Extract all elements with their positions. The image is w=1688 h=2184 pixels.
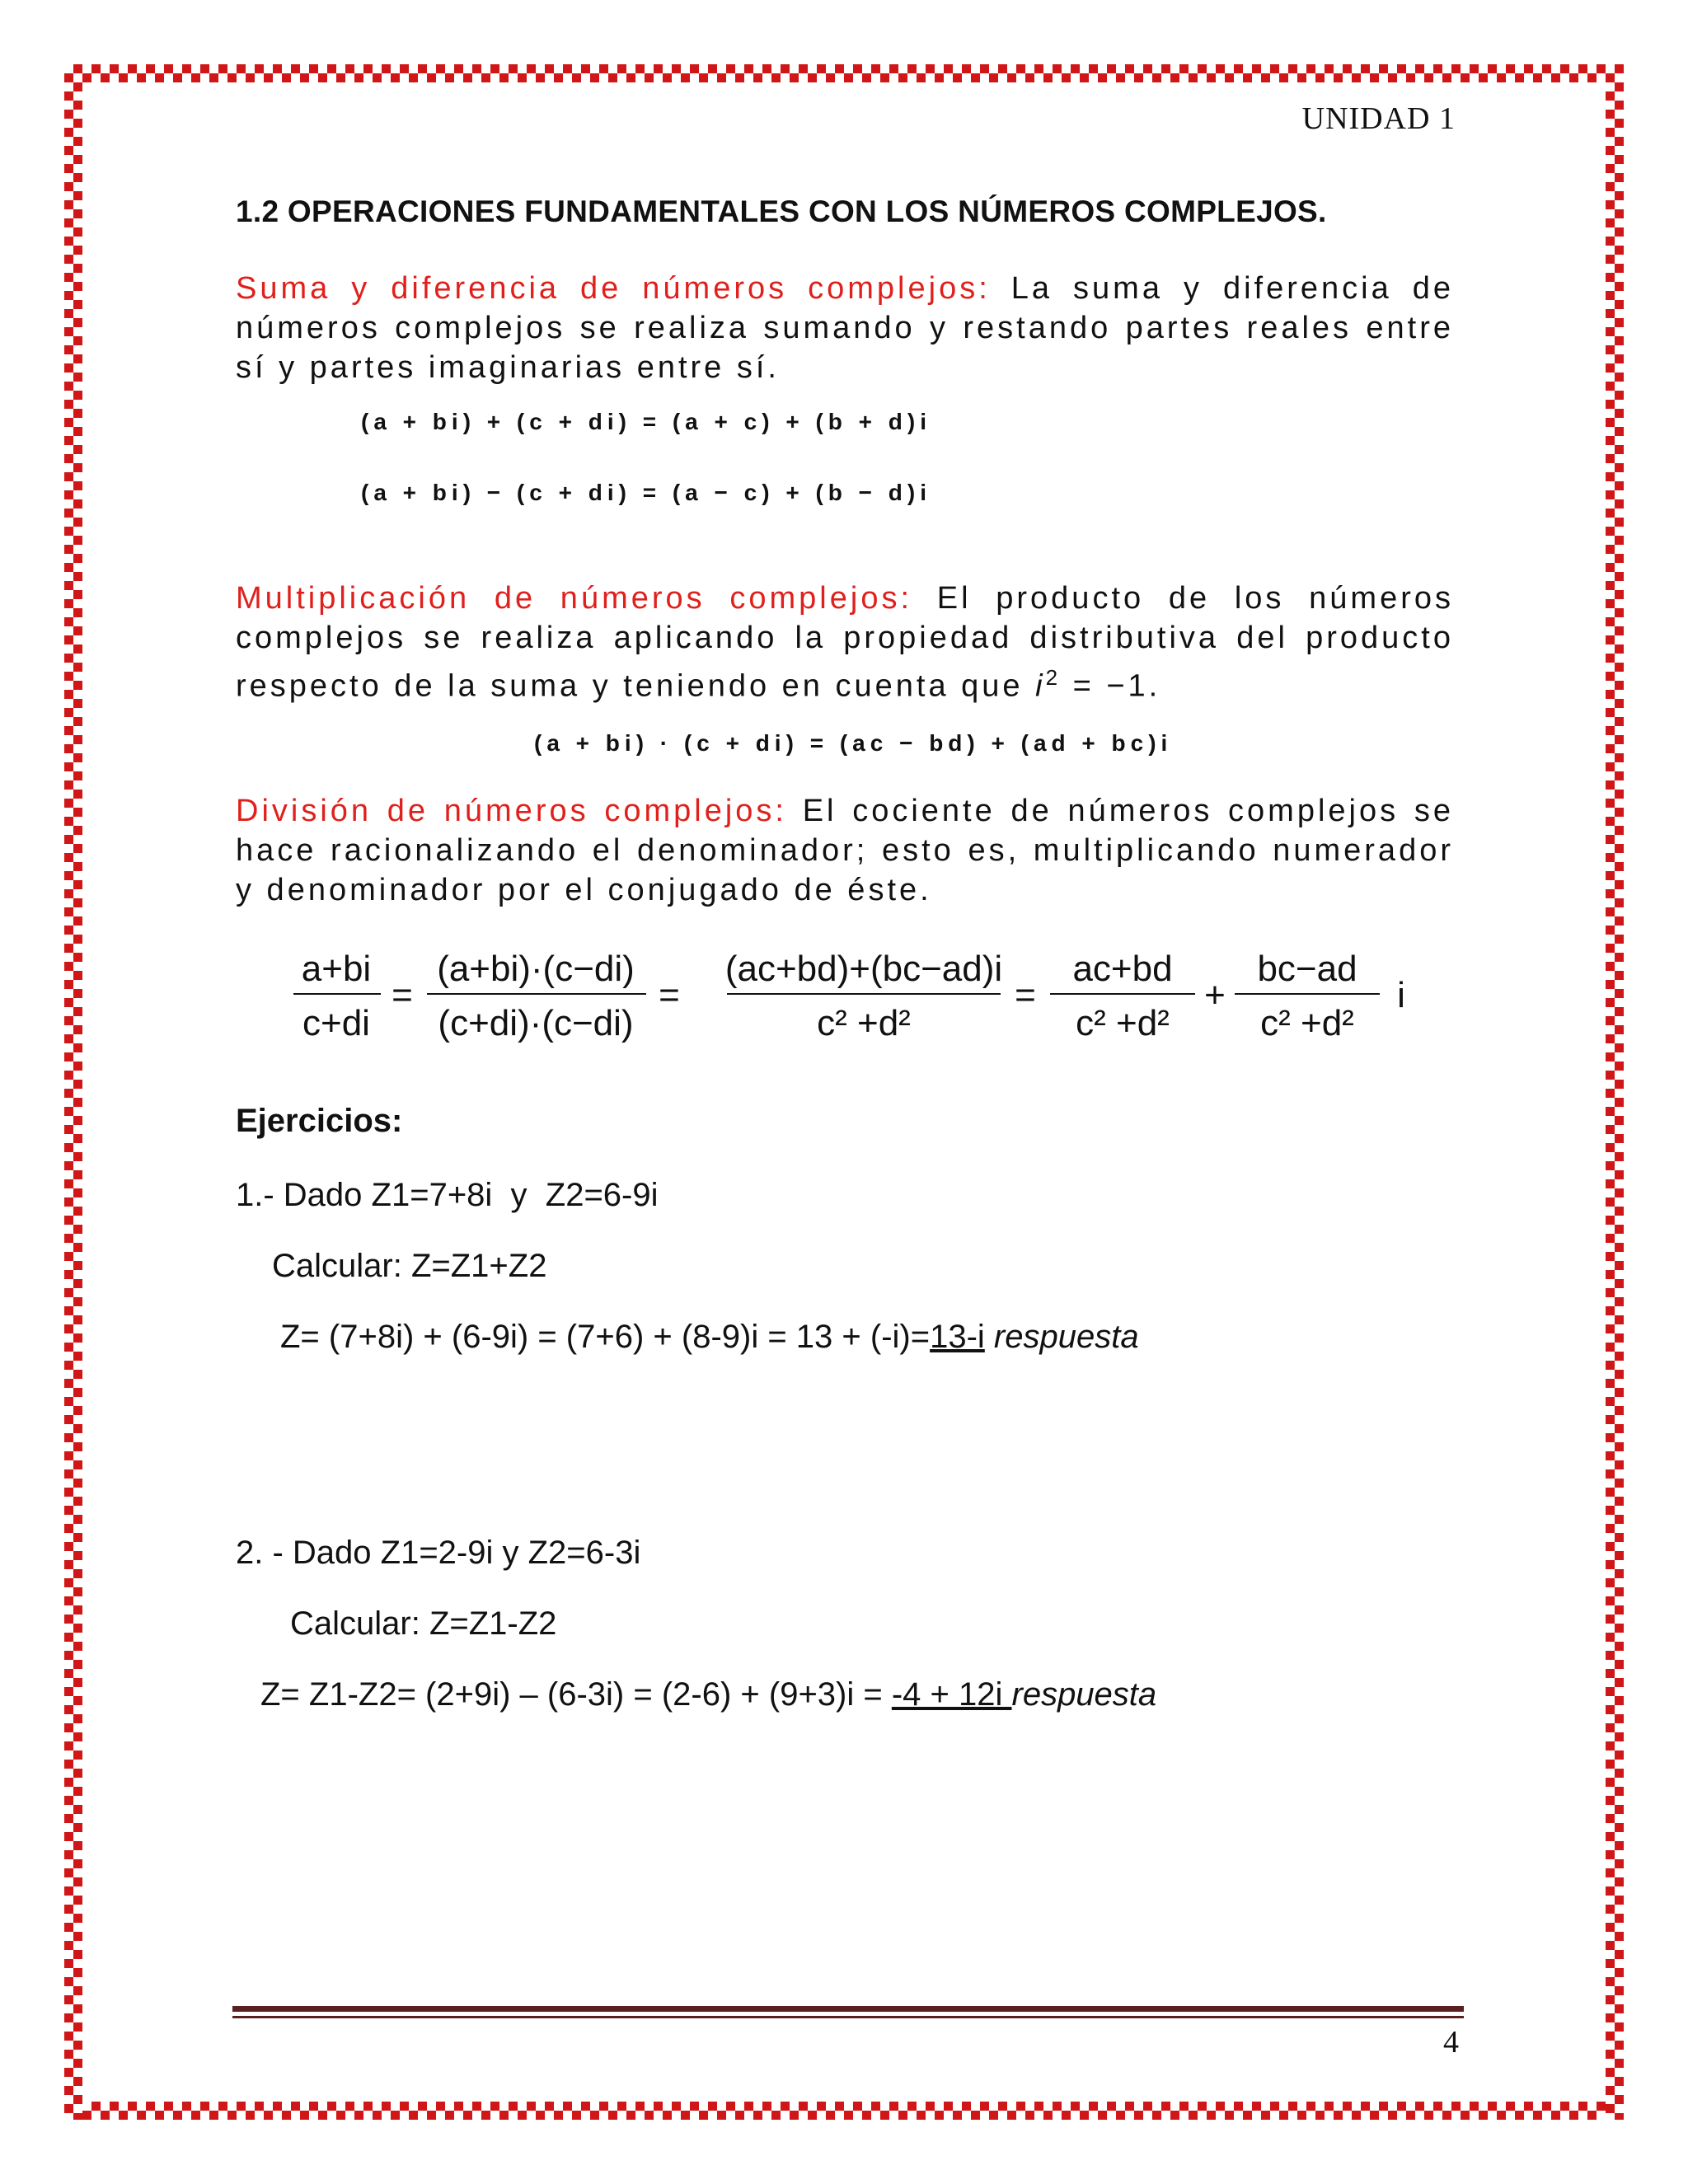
formula-division [285,940,1423,1055]
header-unit-label: UNIDAD 1 [1301,101,1456,136]
div-f4-num: ac+bd [1072,949,1173,989]
div-f2-num: (a+bi)·(c−di) [437,949,635,989]
page-number: 4 [1443,2025,1459,2060]
div-i: i [1397,975,1405,1015]
div-f2-den: (c+di)·(c−di) [438,1003,634,1043]
div-f3-num: (ac+bd)+(bc−ad)i [724,949,1003,989]
text-multiplicacion: El producto de los números complejos se realiza aplicando la propiedad distributiva del producto respecto de la suma y teniendo en cuenta que [236,581,1454,704]
border-left [64,64,82,2120]
e2-respuesta: respuesta [1011,1676,1157,1713]
e1-dado: 1.- Dado Z1=7+8i y Z2=6-9i [236,1177,659,1213]
heading-suma: Suma y diferencia de números complejos: [236,271,991,306]
text-multiplicacion-end: = −1. [1061,668,1161,704]
footer-divider [232,2006,1464,2012]
e1-respuesta: respuesta [984,1319,1139,1355]
div-eq-3: = [1015,975,1036,1015]
e1-solution [280,1319,1139,1356]
paragraph-multiplicacion [236,579,1454,706]
border-top [64,64,1624,82]
div-f1-num: a+bi [301,949,372,989]
section-title: 1.2 OPERACIONES FUNDAMENTALES CON LOS NÚMEROS COMPLEJOS. [236,194,1327,228]
div-f4-den: c² +d² [1076,1003,1170,1043]
text-division: El cociente de números complejos se hace racionalizando el denominador; esto es, multiplicando numerador y denominador por el conjugado de éste. [236,794,1454,907]
formula-producto: (a + bi) · (c + di) = (ac − bd) + (ad + bc)i [534,730,1173,756]
heading-multiplicacion: Multiplicación de números complejos: [236,581,913,616]
div-f5-num: bc−ad [1257,949,1357,989]
div-f1-den: c+di [302,1003,370,1043]
heading-division: División de números complejos: [236,794,787,828]
border-right [1606,64,1624,2120]
formula-suma: (a + bi) + (c + di) = (a + c) + (b + d)i [361,409,932,434]
text-suma: La suma y diferencia de números complejos se realiza sumando y restando partes reales entre sí y partes imaginarias entre sí. [236,271,1454,385]
e1-calcular: Calcular: Z=Z1+Z2 [272,1248,547,1284]
footer-divider-thin [232,2016,1464,2018]
e2-calcular: Calcular: Z=Z1-Z2 [290,1605,557,1642]
e2-dado: 2. - Dado Z1=2-9i y Z2=6-3i [236,1535,641,1571]
ejercicios-heading: Ejercicios: [236,1103,403,1139]
div-f5-den: c² +d² [1260,1003,1354,1043]
text-multiplicacion-var: i [1035,668,1046,704]
e2-resultado: -4 + 12i [891,1676,1012,1713]
formula-resta: (a + bi) − (c + di) = (a − c) + (b − d)i [361,480,932,505]
border-bottom [64,2102,1624,2120]
e2-solution [260,1676,1156,1713]
div-f3-den: c² +d² [817,1003,911,1043]
div-eq-2: = [659,975,680,1015]
e1-desarrollo: Z= (7+8i) + (6-9i) = (7+6) + (8-9)i = 13 + (-i)= [280,1319,931,1355]
paragraph-division [236,791,1454,910]
e2-desarrollo: Z= Z1-Z2= (2+9i) – (6-3i) = (2-6) + (9+3)i = [260,1676,892,1713]
div-eq-1: = [392,975,413,1015]
e1-resultado: 13-i [930,1319,985,1355]
div-plus: + [1204,975,1226,1015]
paragraph-suma [236,269,1454,387]
text-multiplicacion-sup: 2 [1045,665,1062,690]
